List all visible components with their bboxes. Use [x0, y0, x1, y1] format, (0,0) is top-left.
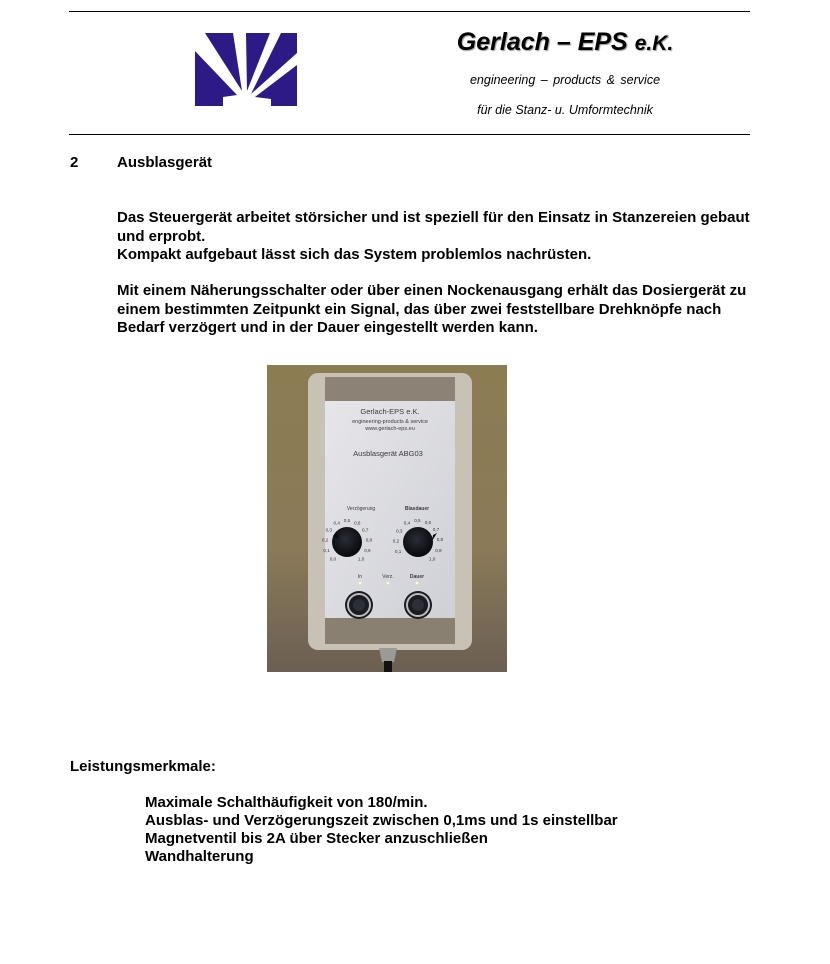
paragraph-1-line-2: Kompakt aufgebaut lässt sich das System problemlos nachrüsten.: [117, 246, 592, 263]
feature-item: Ausblas- und Verzögerungszeit zwischen 0,1ms und 1s einstellbar: [145, 812, 618, 829]
device-model: Ausblasgerät ABG03: [353, 449, 423, 458]
knob-right: [403, 527, 433, 557]
knob-right-scale-tick-label: 0,1: [394, 549, 402, 555]
paragraph-1-line-1: Das Steuergerät arbeitet störsicher und ist speziell für den Einsatz in Stanzereien gebaut und erprobt.: [117, 209, 750, 245]
cable: [384, 661, 392, 672]
paragraph-1: [117, 209, 757, 265]
knob-right-scale-tick-label: 0,3: [396, 528, 403, 534]
device-tagline: engineering-products & service: [352, 419, 428, 425]
device-url: www.gerlach-eps.eu: [365, 426, 415, 432]
company-name-text: Gerlach – EPS: [456, 28, 628, 56]
feature-item: Magnetventil bis 2A über Stecker anzuschließen: [145, 830, 488, 847]
device-front-panel: [325, 401, 455, 618]
header-top-rule: [69, 11, 750, 12]
led-in: [359, 582, 362, 585]
led-label-dauer: Dauer: [409, 574, 425, 580]
company-suffix: e.K.: [634, 32, 674, 55]
knob-left-scale-tick-label: 0,2: [321, 537, 329, 543]
knob-left-scale-tick-label: 0,8: [365, 537, 373, 543]
knob-left-scale-tick-label: 0,5: [343, 517, 351, 523]
paragraph-2: [117, 282, 757, 338]
knob-right-scale-tick-label: 0,2: [392, 538, 400, 544]
knob-left-scale-tick-label: 0,4: [333, 520, 340, 526]
knob-left-label: Verzögerung: [346, 506, 376, 512]
knob-right-scale-tick-label: 0,4: [403, 520, 411, 526]
company-name: [430, 28, 700, 57]
knob-left-scale-tick-label: 0,6: [354, 520, 361, 526]
knob-left-scale-tick-label: 0,1: [323, 548, 330, 553]
knob-left: [332, 527, 362, 557]
knob-right-scale-tick-label: 0,5: [414, 517, 421, 523]
knob-right-scale-tick-label: 0,6: [424, 520, 432, 526]
gerlach-eps-logo-icon: [195, 33, 297, 106]
led-verz: [387, 582, 390, 585]
led-label-in: In: [357, 574, 363, 580]
knob-right-label: Blasdauer: [404, 506, 430, 512]
features-title: Leistungsmerkmale:: [70, 758, 216, 775]
knob-left-scale-tick-label: 0,0: [329, 556, 337, 562]
knob-right-scale-tick-label: 0,8: [436, 537, 444, 543]
device-brand: Gerlach-EPS e.K.: [360, 407, 420, 416]
header-bottom-rule: [69, 134, 750, 135]
features-list: [145, 794, 618, 866]
knob-left-scale-tick-label: 0,3: [325, 527, 332, 533]
knob-left-scale-tick-label: 0,9: [364, 548, 371, 553]
knob-left-scale-tick-label: 0,7: [362, 527, 369, 533]
device-top-strip: [325, 377, 455, 401]
led-dauer: [416, 582, 419, 585]
knob-right-scale-tick-label: 1,0: [428, 556, 436, 562]
knob-left-scale-tick-label: 1,0: [357, 556, 365, 562]
feature-item: Wandhalterung: [145, 848, 254, 865]
knob-right-scale-tick-label: 0,9: [435, 547, 442, 553]
device-bottom-strip: [325, 618, 455, 644]
company-subline: für die Stanz- u. Umformtechnik: [477, 103, 653, 117]
company-tagline: engineering – products & service: [469, 73, 661, 87]
paragraph-2-line-1: Mit einem Näherungsschalter oder über einen Nockenausgang erhält das Dosiergerät zu einem bestimmten Zeitpunkt ein Signal, das über zwei feststellbare Drehknöpfe nach Bedarf verzögert und in der Dauer eingestellt werden kann.: [117, 282, 747, 336]
knob-right-scale-tick-label: 0,7: [432, 527, 440, 533]
cable-gland: [379, 648, 397, 662]
section-title: Ausblasgerät: [117, 154, 213, 171]
section-number: 2: [70, 154, 79, 171]
led-label-verz: Verz.: [382, 574, 394, 580]
device-photo: [267, 365, 507, 672]
feature-item: Maximale Schalthäufigkeit von 180/min.: [145, 794, 428, 811]
